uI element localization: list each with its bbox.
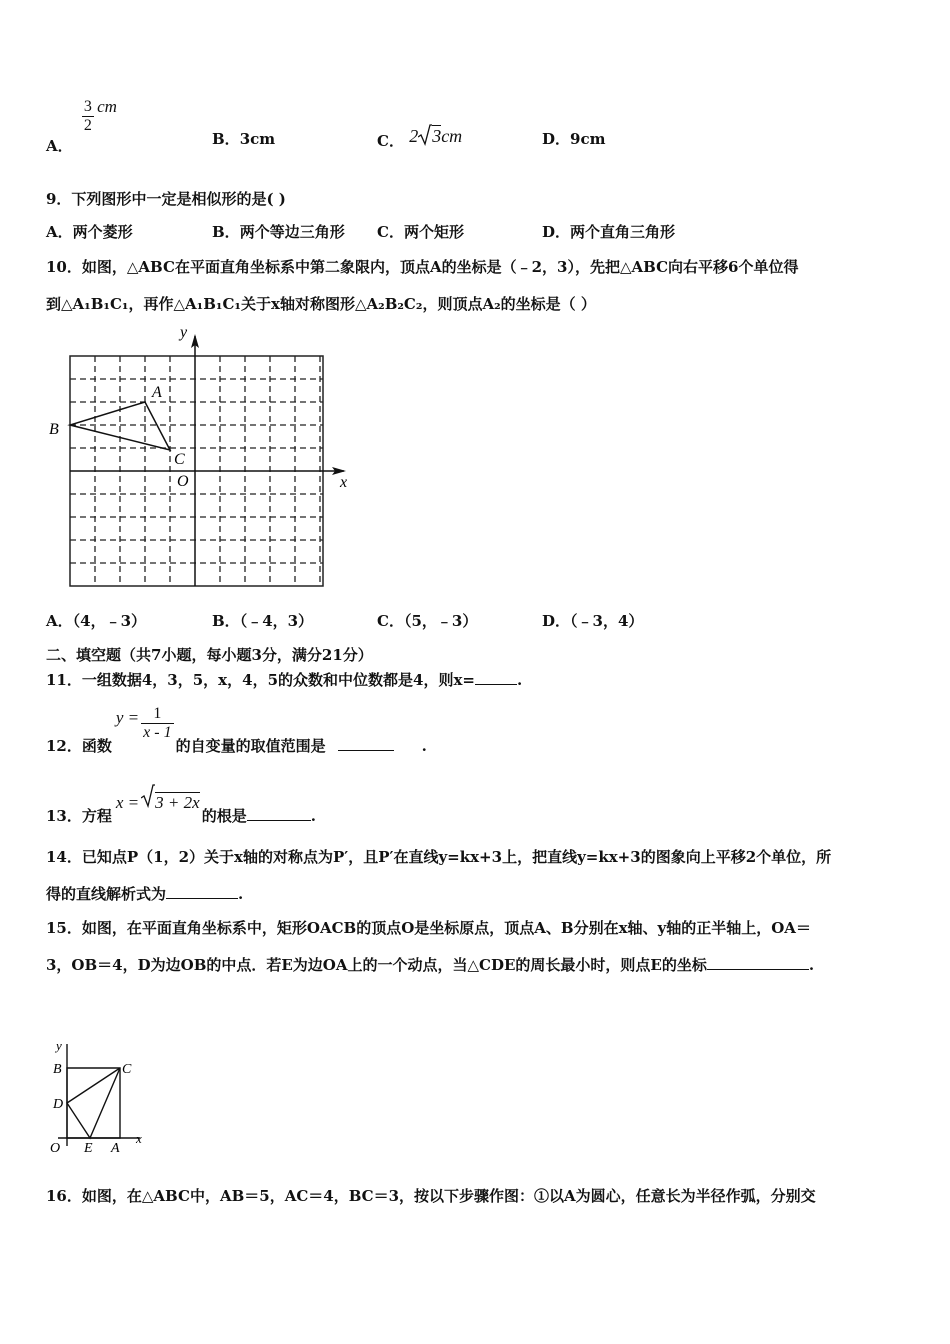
q10-label-a: A xyxy=(152,384,162,401)
q15-answer-blank[interactable] xyxy=(707,955,809,970)
q15-label-d: D xyxy=(53,1097,64,1112)
q12-answer-blank[interactable] xyxy=(338,736,394,751)
section2-title: 二、填空题（共7小题，每小题3分，满分21分） xyxy=(46,646,373,664)
q14-line1: 14．已知点P（1，2）关于x轴的对称点为P′，且P′在直线y=kx+3上，把直线y=kx+3的图象向上平移2个单位，所 xyxy=(46,848,832,866)
q15-label-a: A xyxy=(111,1141,120,1156)
sqrt-sign xyxy=(418,124,432,146)
q15-label-x: x xyxy=(136,1131,142,1146)
q9-option-a: A．两个菱形 xyxy=(46,223,133,241)
q11: 11．一组数据4，3，5，x，4，5的众数和中位数都是4，则x= . xyxy=(46,671,523,689)
q10-label-b: B xyxy=(49,421,59,438)
q8-option-a: A． $\frac{3}{2}$ cm xyxy=(46,96,117,155)
q10-option-d: D．（﹣3，4） xyxy=(542,612,644,630)
q13-sqrt-sign xyxy=(141,784,155,808)
q15-label-e: E xyxy=(84,1141,93,1156)
q12-fraction: $\frac{1}{x - 1}$ xyxy=(143,705,172,741)
q13: 13．方程x = 3 + 2x的根是 . xyxy=(46,784,314,811)
q9-option-b: B．两个等边三角形 xyxy=(212,223,345,241)
q10-stem-line1: 10．如图，△ABC在平面直角坐标系中第二象限内，顶点A的坐标是（﹣2，3），先把△ABC向右平移6个单位得 xyxy=(46,258,799,276)
q15-label-b: B xyxy=(53,1062,62,1077)
q10-label-o: O xyxy=(177,473,189,490)
q8-option-c: C． 2 3cm xyxy=(377,126,463,150)
q14-answer-blank[interactable] xyxy=(166,884,238,899)
q14-line2: 得的直线解析式为 . xyxy=(46,885,244,903)
q15-label-c: C xyxy=(122,1062,132,1077)
q9-option-c: C．两个矩形 xyxy=(377,223,464,241)
q8-option-b: B．3cm xyxy=(212,130,276,148)
q10-label-y: y xyxy=(180,324,188,341)
q9-option-d: D．两个直角三角形 xyxy=(542,223,676,241)
q10-label-x: x xyxy=(340,474,348,491)
q10-stem-line2: 到△A₁B₁C₁，再作△A₁B₁C₁关于x轴对称图形△A₂B₂C₂，则顶点A₂的坐标是（ ） xyxy=(46,295,596,313)
q11-answer-blank[interactable] xyxy=(475,670,517,685)
q15-label-y: y xyxy=(56,1038,62,1053)
q10-option-b: B．（﹣4，3） xyxy=(212,612,314,630)
q15-line2: 3，OB＝4，D为边OB的中点．若E为边OA上的一个动点，当△CDE的周长最小时，则点E的坐标 . xyxy=(46,956,815,974)
q10-option-c: C．（5，﹣3） xyxy=(377,612,478,630)
q15-rectangle-oacb xyxy=(67,1068,120,1138)
q15-triangle-cde xyxy=(67,1068,120,1138)
q12: 12．函数y = $\frac{1}{x - 1}$ 的自变量的取值范围是 . xyxy=(46,705,427,755)
q10-figure xyxy=(44,322,364,594)
q13-answer-blank[interactable] xyxy=(247,806,311,821)
q8-option-a-fraction: $\frac{3}{2}$ xyxy=(83,98,92,134)
q15-line1: 15．如图，在平面直角坐标系中，矩形OACB的顶点O是坐标原点，顶点A、B分别在x轴、y轴的正半轴上，OA＝ xyxy=(46,919,811,937)
q15-label-o: O xyxy=(50,1141,61,1156)
q16-line1: 16．如图，在△ABC中，AB＝5，AC＝4，BC＝3，按以下步骤作图：①以A为圆心，任意长为半径作弧，分别交 xyxy=(46,1187,816,1205)
q15-figure xyxy=(44,1036,154,1158)
q10-label-c: C xyxy=(174,451,185,468)
q10-option-a: A．（4，﹣3） xyxy=(46,612,147,630)
q9-stem: 9．下列图形中一定是相似形的是( ) xyxy=(46,190,286,208)
q8-option-d: D．9cm xyxy=(542,130,606,148)
